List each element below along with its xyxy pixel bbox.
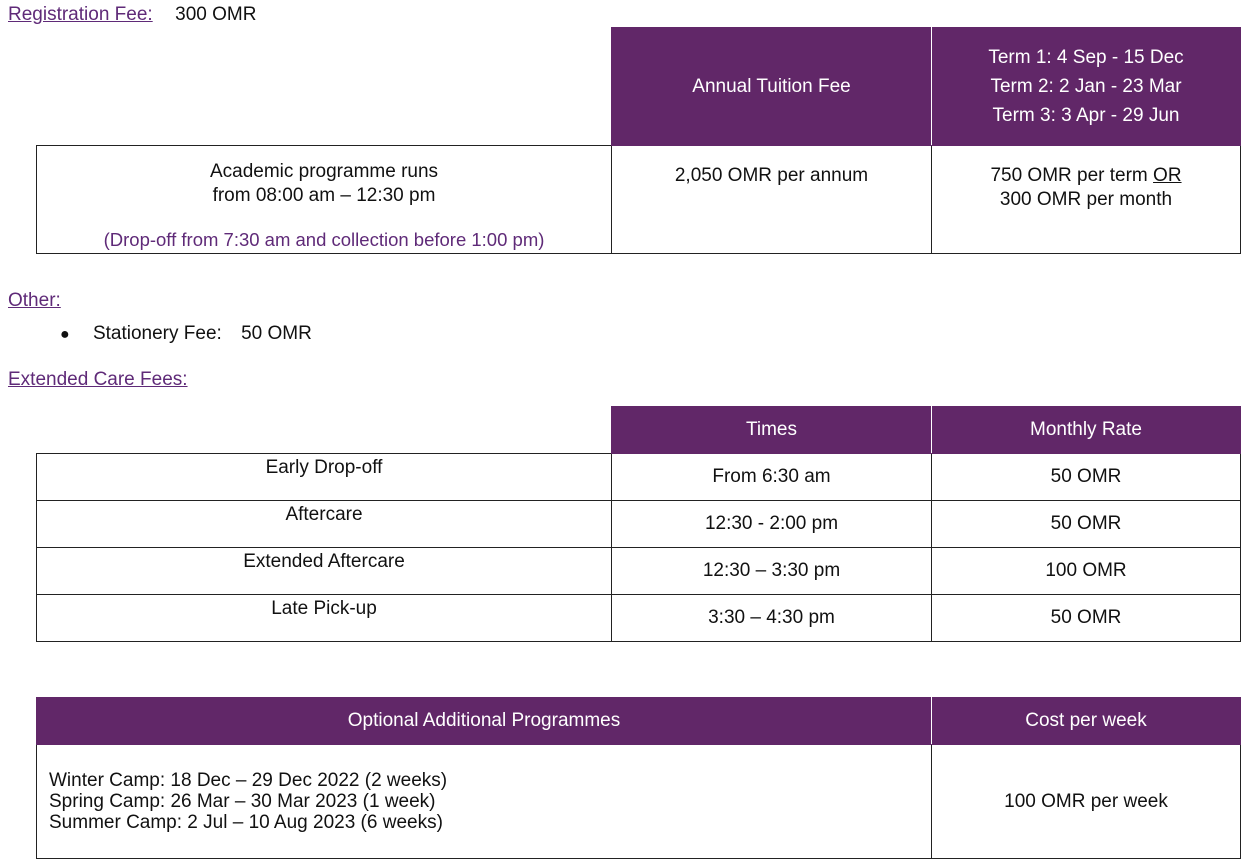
optional-programmes-header: Optional Additional Programmes bbox=[37, 698, 932, 745]
term-fee-line-1 bbox=[932, 164, 1240, 188]
table-row bbox=[37, 595, 1241, 642]
term-fee-per-month: 300 OMR per month bbox=[999, 189, 1173, 210]
monthly-rate-header: Monthly Rate bbox=[932, 407, 1241, 454]
care-time: 12:30 – 3:30 pm bbox=[612, 548, 932, 595]
term-fee-value-cell bbox=[932, 146, 1241, 254]
annual-fee-value-cell bbox=[612, 146, 932, 254]
optional-programmes-table bbox=[36, 697, 1241, 859]
annual-tuition-header: Annual Tuition Fee bbox=[612, 28, 932, 146]
care-rate: 50 OMR bbox=[932, 501, 1241, 548]
stationery-fee-value: 50 OMR bbox=[241, 323, 312, 344]
cost-per-week-header: Cost per week bbox=[932, 698, 1241, 745]
spring-camp: Spring Camp: 26 Mar – 30 Mar 2023 (1 week) bbox=[49, 791, 436, 812]
term-fee-per-term: 750 OMR per term bbox=[990, 165, 1154, 186]
stationery-fee-label: Stationery Fee: bbox=[92, 323, 222, 344]
programme-line-1: Academic programme runs bbox=[209, 161, 439, 182]
registration-line bbox=[8, 4, 256, 26]
annual-fee-value: 2,050 OMR per annum bbox=[674, 165, 869, 186]
winter-camp: Winter Camp: 18 Dec – 29 Dec 2022 (2 weeks) bbox=[49, 770, 448, 791]
extended-care-blank-cell bbox=[37, 407, 612, 454]
table-row bbox=[37, 454, 1241, 501]
dropoff-note: (Drop-off from 7:30 am and collection before 1:00 pm) bbox=[103, 229, 545, 250]
care-rate: 50 OMR bbox=[932, 595, 1241, 642]
extended-care-table bbox=[36, 406, 1241, 642]
table-row bbox=[37, 501, 1241, 548]
care-name: Early Drop-off bbox=[37, 454, 612, 501]
term-fee-or: OR bbox=[1153, 165, 1182, 186]
stationery-fee-item bbox=[60, 323, 312, 345]
registration-fee-label: Registration Fee: bbox=[8, 4, 153, 25]
care-time: 12:30 - 2:00 pm bbox=[612, 501, 932, 548]
term-2-dates: Term 2: 2 Jan - 23 Mar bbox=[990, 76, 1182, 97]
care-rate: 100 OMR bbox=[932, 548, 1241, 595]
terms-header bbox=[932, 28, 1241, 146]
care-name: Late Pick-up bbox=[37, 595, 612, 642]
table-row bbox=[37, 548, 1241, 595]
programme-line-2: from 08:00 am – 12:30 pm bbox=[212, 185, 436, 206]
academic-programme-cell bbox=[37, 146, 612, 254]
registration-fee-value: 300 OMR bbox=[175, 4, 257, 25]
term-3-dates: Term 3: 3 Apr - 29 Jun bbox=[992, 105, 1180, 126]
times-header: Times bbox=[612, 407, 932, 454]
other-heading: Other: bbox=[8, 290, 61, 311]
term-1-dates: Term 1: 4 Sep - 15 Dec bbox=[988, 47, 1184, 68]
care-rate: 50 OMR bbox=[932, 454, 1241, 501]
tuition-table bbox=[36, 27, 1241, 254]
care-time: From 6:30 am bbox=[612, 454, 932, 501]
extended-care-heading: Extended Care Fees: bbox=[8, 369, 188, 390]
care-time: 3:30 – 4:30 pm bbox=[612, 595, 932, 642]
bullet-icon: ● bbox=[60, 326, 70, 343]
camp-cost: 100 OMR per week bbox=[932, 745, 1241, 859]
care-name: Aftercare bbox=[37, 501, 612, 548]
camps-cell bbox=[37, 745, 932, 859]
care-name: Extended Aftercare bbox=[37, 548, 612, 595]
tuition-blank-cell bbox=[37, 28, 612, 146]
summer-camp: Summer Camp: 2 Jul – 10 Aug 2023 (6 weeks) bbox=[49, 812, 443, 833]
